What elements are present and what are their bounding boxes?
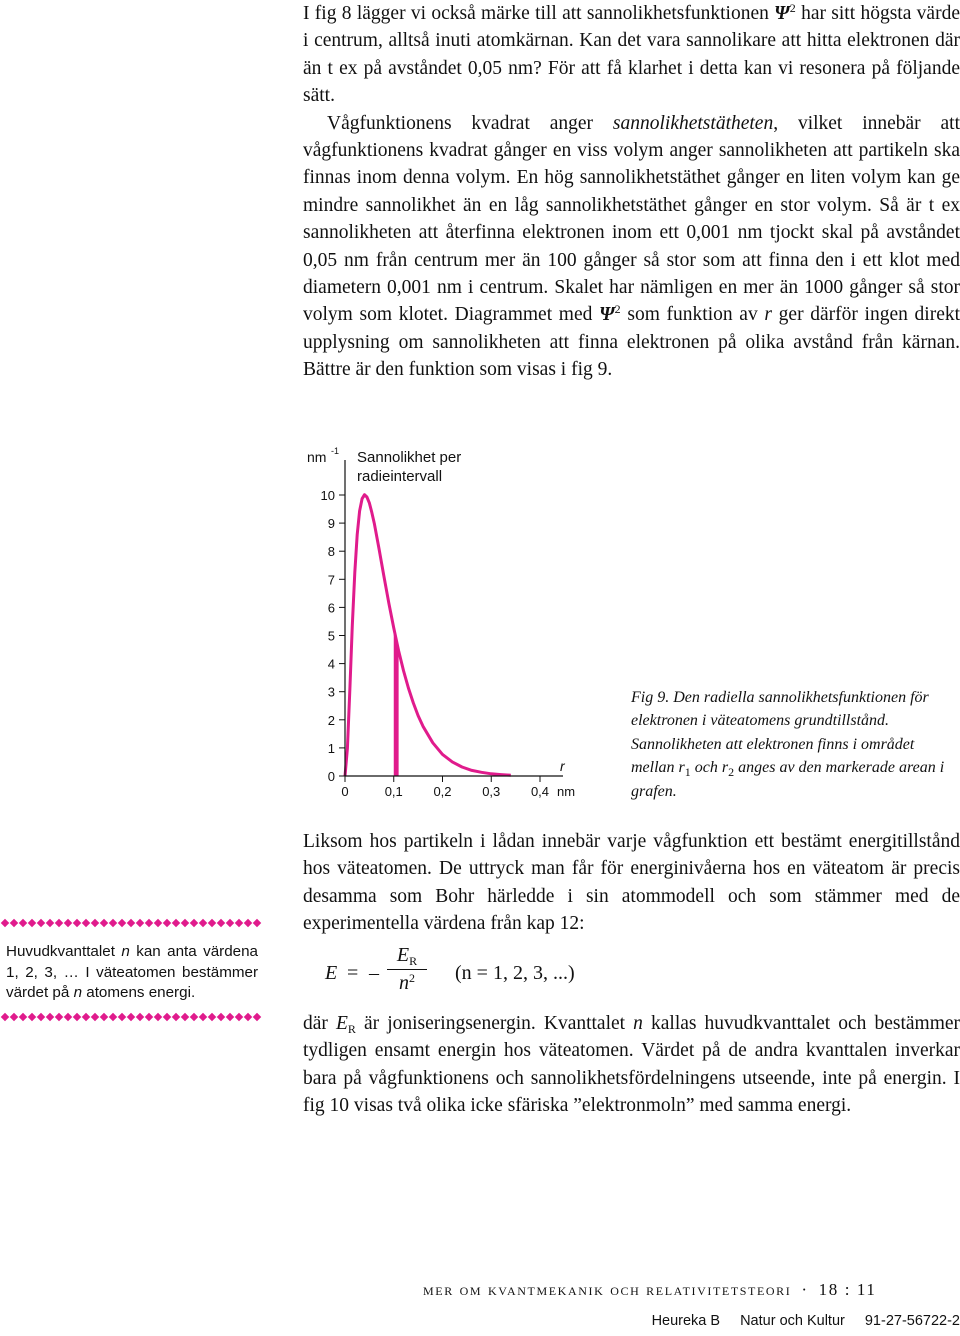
radial-probability-chart (295, 440, 615, 810)
body-paragraph-2: Vågfunktionens kvadrat anger sannolikhetstätheten, vilket innebär att vågfunktionens kvadrat gånger en viss volym anger sannolikheten att partikeln ska finnas inom denna volym. En hög sannolikhetstäthet gånger en liten volym kan ge mindre sannolikhet än en låg sannolikhetstäthet gånger en stor volym. Så är t ex sannolikheten att återfinna elektronen inom ett 0,001 nm tjockt skal på avståndet 0,05 nm från centrum mer än 100 gånger så stor som att finna den i ett klot med diametern 0,001 nm i centrum. Skalet har nämligen en mer än 1000 gånger så stor volym som klotet. Diagrammet med $\Psi^2$ som funktion av r ger därför ingen direkt upplysning om sannolikheten att finna elektronen på olika avstånd från kärnan. Bättre är den funktion som visas i fig 9. (303, 112, 960, 381)
equation-fraction: $\frac{E_R}{n^2}$ (387, 944, 427, 995)
y-tick-label: 7 (327, 572, 335, 588)
diamond-ornament (171, 919, 179, 927)
diamond-ornament (144, 1012, 152, 1020)
diamond-ornament (162, 1012, 170, 1020)
y-axis-label: nm (307, 449, 327, 465)
diamond-ornament (45, 1012, 53, 1020)
y-tick-label: 6 (327, 600, 335, 616)
diamond-ornament (162, 919, 170, 927)
probability-curve (345, 495, 511, 776)
diamond-ornament (99, 1012, 107, 1020)
diamond-ornament (198, 1012, 206, 1020)
y-tick-label: 2 (327, 712, 335, 728)
diamond-ornament (72, 919, 80, 927)
diamond-ornament (252, 919, 260, 927)
body-paragraph-3: Liksom hos partikeln i lådan innebär varje vågfunktion ett bestämt energitillstånd hos väteatomen. De uttryck man får för energinivåerna hos en väteatom är precis desamma som Bohr härledde i sin atommodell och som stämmer med de experimentella värdena från kap 12: (303, 831, 960, 935)
diamond-ornament (9, 919, 17, 927)
y-tick-label: 0 (327, 769, 335, 784)
diamond-ornament (63, 1012, 71, 1020)
body-paragraph-1: I fig 8 lägger vi också märke till att sannolikhetsfunktionen $\Psi^2$ har sitt högsta värde i centrum, alltså inuti atomkärnan. Kan det vara sannolikare att hitta elektronen där än t ex på avståndet 0,05 nm? För att få klarhet i detta kan vi resonera på följande sätt. Vågfunktionens kvadrat anger sannolikhetstätheten, vilket innebär att vågfunktionens kvadrat gånger en viss volym anger sannolikheten att partikeln ska finnas inom denna volym. En hög sannolikhetstäthet gånger en liten volym kan ge mindre sannolikhet än en låg sannolikhetstäthet gånger en stor volym. Så är t ex sannolikheten att återfinna elektronen inom ett 0,001 nm tjockt skal på avståndet 0,05 nm från centrum mer än 100 gånger så stor som att finna den i ett klot med diametern 0,001 nm i centrum. Skalet har nämligen en mer än 1000 gånger så stor volym som klotet. Diagrammet med $\Psi^2$ som funktion av r ger därför ingen direkt upplysning om sannolikheten att finna elektronen på olika avstånd från kärnan. Bättre är den funktion som visas i fig 9. (303, 0, 960, 384)
diamond-ornament (27, 1012, 35, 1020)
diamond-border-top (0, 918, 262, 928)
chart-title: Sannolikhet per (357, 449, 462, 466)
diamond-ornament (126, 1012, 134, 1020)
diamond-ornament (81, 1012, 89, 1020)
diamond-ornament (144, 919, 152, 927)
running-footer: mer om kvantmekanik och relativitetsteori · 18 : 11 (423, 1280, 877, 1299)
psi-symbol: Ψ (599, 304, 615, 326)
diamond-ornament (9, 1012, 17, 1020)
diamond-ornament (36, 919, 44, 927)
diamond-ornament (234, 919, 242, 927)
diamond-ornament (18, 919, 26, 927)
diamond-ornament (207, 919, 215, 927)
y-tick-label: 8 (327, 544, 335, 560)
energy-equation: E = – $\frac{E_R}{n^2}$ (n = 1, 2, 3, ...) (325, 944, 575, 994)
margin-note-text: Huvudkvanttalet n kan anta värdena 1, 2, 3, … I väteatomen bestämmer värdet på n atomens energi. (6, 943, 258, 1001)
diamond-ornament (0, 919, 8, 927)
diamond-ornament (27, 919, 35, 927)
y-axis-label-sup: -1 (331, 446, 340, 456)
diamond-ornament (54, 1012, 62, 1020)
diamond-ornament (36, 1012, 44, 1020)
diamond-ornament (243, 1012, 251, 1020)
diamond-ornament (117, 919, 125, 927)
x-tick-label: 0,2 (433, 784, 452, 799)
diamond-ornament (45, 919, 53, 927)
diamond-ornament (207, 1012, 215, 1020)
x-axis-label: r (560, 758, 565, 774)
diamond-ornament (135, 919, 143, 927)
x-tick-label: 0,3 (482, 784, 501, 799)
y-tick-label: 10 (320, 488, 335, 503)
diamond-ornament (54, 919, 62, 927)
y-tick-label: 9 (327, 516, 335, 532)
figure-9-chart (295, 440, 615, 810)
diamond-ornament (108, 1012, 116, 1020)
diamond-ornament (171, 1012, 179, 1020)
diamond-ornament (0, 1012, 8, 1020)
diamond-ornament (216, 919, 224, 927)
y-tick-label: 3 (327, 684, 335, 700)
diamond-ornament (18, 1012, 26, 1020)
x-tick-label: 0,4 (530, 784, 550, 799)
diamond-ornament (153, 1012, 161, 1020)
chapter-title: mer om kvantmekanik och relativitetsteori (423, 1280, 792, 1299)
diamond-border-bottom (0, 1012, 262, 1022)
diamond-ornament (153, 919, 161, 927)
diamond-ornament (180, 919, 188, 927)
diamond-ornament (252, 1012, 260, 1020)
margin-note (0, 918, 262, 1022)
page-number: 18 : 11 (818, 1280, 877, 1299)
x-axis-unit: nm (557, 784, 576, 799)
diamond-ornament (135, 1012, 143, 1020)
figure-caption: Fig 9. Den radiella sannolikhetsfunktionen för elektronen i väteatomens grundtillstånd. Sannolikheten att elektronen finns i området mellan $r_1$ och $r_2$ anges av den markerade arean i grafen. (631, 689, 945, 800)
x-tick-label: 0,1 (384, 784, 403, 799)
publisher-line: Heureka B Natur och Kultur 91-27-56722-2 (651, 1313, 960, 1329)
diamond-ornament (72, 1012, 80, 1020)
y-tick-label: 4 (327, 656, 335, 672)
diamond-ornament (126, 919, 134, 927)
diamond-ornament (225, 919, 233, 927)
equation-condition: (n = 1, 2, 3, ...) (455, 962, 575, 984)
diamond-ornament (117, 1012, 125, 1020)
diamond-ornament (108, 919, 116, 927)
diamond-ornament (90, 919, 98, 927)
emphasis-term: sannolikhetstätheten (612, 112, 774, 134)
diamond-ornament (234, 1012, 242, 1020)
y-tick-label: 1 (327, 740, 335, 756)
diamond-ornament (189, 919, 197, 927)
diamond-ornament (180, 1012, 188, 1020)
diamond-ornament (90, 1012, 98, 1020)
chart-title: radieintervall (357, 468, 443, 485)
psi-symbol: Ψ (774, 3, 790, 24)
diamond-ornament (243, 919, 251, 927)
diamond-ornament (189, 1012, 197, 1020)
diamond-ornament (99, 919, 107, 927)
y-tick-label: 5 (327, 628, 335, 644)
diamond-ornament (216, 1012, 224, 1020)
diamond-ornament (198, 919, 206, 927)
diamond-ornament (225, 1012, 233, 1020)
diamond-ornament (81, 919, 89, 927)
body-paragraph-4: där $E_R$ är joniseringsenergin. Kvanttalet n kallas huvudkvanttalet och bestämmer tydligen ensamt energin hos väteatomen. Värdet på de andra kvanttalen inverkar bara på vågfunktionens och sannolikhetsfördelningens utseende, inte på energin. I fig 10 visas två olika icke sfäriska ”elektronmoln” med samma energi. (303, 1013, 960, 1117)
x-tick-label: 0 (341, 784, 349, 799)
diamond-ornament (63, 919, 71, 927)
